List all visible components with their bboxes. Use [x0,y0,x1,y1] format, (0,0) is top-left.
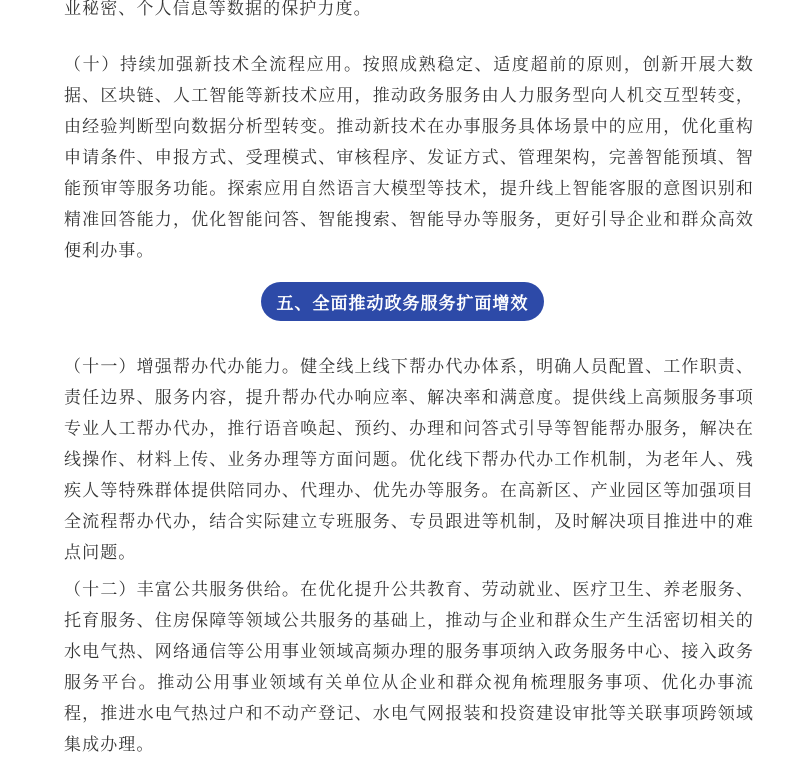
paragraph-continued: 业秘密、个人信息等数据的保护力度。 [64,0,372,19]
section-heading-badge [261,282,544,321]
paragraph-item-10: （十）持续加强新技术全流程应用。按照成熟稳定、适度超前的原则，创新开展大数据、区块链、人工智能等新技术应用，推动政务服务由人力服务型向人机交互型转变，由经验判断型向数据分析型转变。推动新技术在办事服务具体场景中的应用，优化重构申请条件、申报方式、受理模式、审核程序、发证方式、管理架构，完善智能预填、智能预审等服务功能。探索应用自然语言大模型等技术，提升线上智能客服的意图识别和精准回答能力，优化智能问答、智能搜索、智能导办等服务，更好引导企业和群众高效便利办事。 [64,55,754,261]
paragraph-item-11: （十一）增强帮办代办能力。健全线上线下帮办代办体系，明确人员配置、工作职责、责任边界、服务内容，提升帮办代办响应率、解决率和满意度。提供线上高频服务事项专业人工帮办代办，推行语音唤起、预约、办理和问答式引导等智能帮办服务，解决在线操作、材料上传、业务办理等方面问题。优化线下帮办代办工作机制，为老年人、残疾人等特殊群体提供陪同办、代理办、优先办等服务。在高新区、产业园区等加强项目全流程帮办代办，结合实际建立专班服务、专员跟进等机制，及时解决项目推进中的难点问题。 [64,357,754,563]
section-heading-text: 五、全面推动政务服务扩面增效 [276,294,529,314]
paragraph-item-12: （十二）丰富公共服务供给。在优化提升公共教育、劳动就业、医疗卫生、养老服务、托育服务、住房保障等领域公共服务的基础上，推动与企业和群众生产生活密切相关的水电气热、网络通信等公用事业领域高频办理的服务事项纳入政务服务中心、接入政务服务平台。推动公用事业领域有关单位从企业和群众视角梳理服务事项、优化办事流程，推进水电气热过户和不动产登记、水电气网报装和投资建设审批等关联事项跨领域集成办理。 [64,580,754,755]
